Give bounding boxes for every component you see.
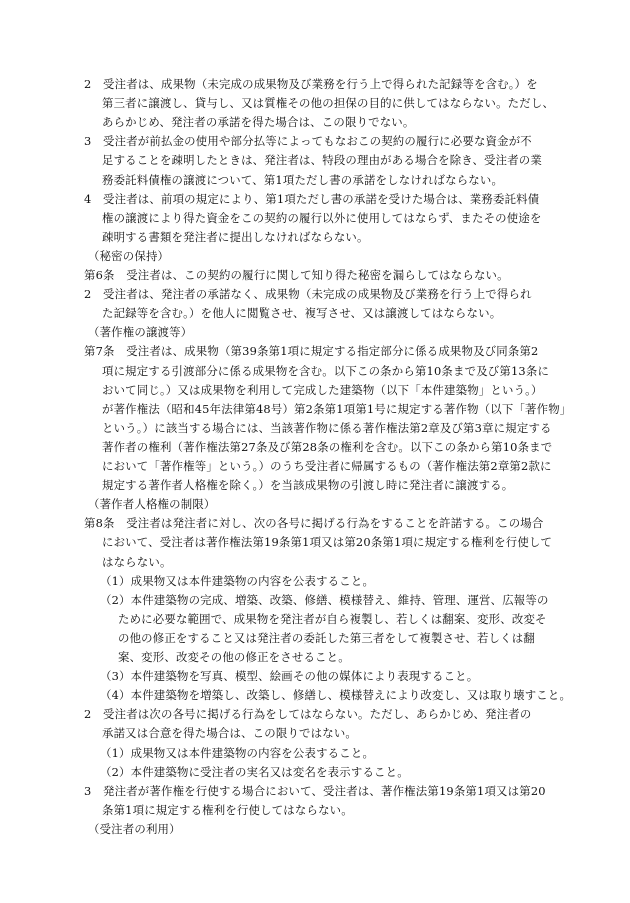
text-line: （受注者の利用） (88, 821, 181, 836)
text-line: 第三者に譲渡し、貸与し、又は質権その他の担保の目的に供してはならない。ただし、 (102, 96, 555, 111)
text-line: 承諾又は合意を得た場合は、この限りではない。 (102, 726, 357, 741)
text-line: 3 受注者が前払金の使用や部分払等によってもなおこの契約の履行に必要な資金が不 (84, 134, 532, 149)
text-line: 項に規定する引渡部分に係る成果物を含む。以下この条から第10条まで及び第13条に (102, 363, 550, 378)
text-line: た記録等を含む。）を他人に閲覧させ、複写させ、又は譲渡してはならない。 (102, 306, 502, 321)
text-line: ために必要な範囲で、成果物を発注者が自ら複製し、若しくは翻案、変形、改変そ (118, 611, 547, 626)
text-line: 第8条 受注者は発注者に対し、次の各号に掲げる行為をすることを許諾する。この場合 (84, 516, 544, 531)
text-line: 疎明する書類を発注者に提出しなければならない。 (102, 229, 369, 244)
text-line: （1）成果物又は本件建築物の内容を公表すること。 (100, 573, 375, 588)
text-line: はならない。 (102, 554, 172, 569)
text-line: 権の譲渡により得た資金をこの契約の履行以外に使用してはならず、またその使途を (102, 210, 542, 225)
text-line: （2）本件建築物に受注者の実名又は変名を表示すること。 (100, 764, 409, 779)
text-line: 2 受注者は、成果物（未完成の成果物及び業務を行う上で得られた記録等を含む。）を (84, 77, 538, 91)
text-line: 4 受注者は、前項の規定により、第1項ただし書の承諾を受けた場合は、業務委託料債 (84, 191, 540, 206)
text-line: （著作権の譲渡等） (88, 325, 193, 340)
text-line: が著作権法（昭和45年法律第48号）第2条第1項第1号に規定する著作物（以下「著作物」 (102, 401, 572, 416)
text-line: （著作者人格権の制限） (88, 497, 216, 512)
text-line: （2）本件建築物の完成、増築、改築、修繕、模様替え、維持、管理、運営、広報等の (100, 592, 549, 607)
text-line: 3 発注者が著作権を行使する場合において、受注者は、著作権法第19条第1項又は第20 (84, 783, 546, 798)
text-line: 著作者の権利（著作権法第27条及び第28条の権利を含む。以下この条から第10条まで (102, 439, 553, 454)
text-line: （1）成果物又は本件建築物の内容を公表すること。 (100, 745, 375, 760)
text-line: の他の修正をすること又は発注者の委託した第三者をして複製させ、若しくは翻 (118, 630, 535, 645)
text-line: 規定する著作者人格権を除く。）を当該成果物の引渡し時に発注者に譲渡する。 (102, 478, 514, 493)
text-line: という。）に該当する場合には、当該著作物に係る著作権法第2章及び第3章に規定する (102, 420, 552, 435)
text-line: 2 受注者は次の各号に掲げる行為をしてはならない。ただし、あらかじめ、発注者の (84, 707, 532, 722)
text-line: 第6条 受注者は、この契約の履行に関して知り得た秘密を漏らしてはならない。 (84, 268, 509, 282)
text-line: おいて同じ。）又は成果物を利用して完成した建築物（以下「本件建築物」という。） (102, 382, 543, 397)
text-line: あらかじめ、発注者の承諾を得た場合は、この限りでない。 (102, 115, 415, 130)
text-line: （3）本件建築物を写真、模型、絵画その他の媒体により表現すること。 (100, 669, 479, 684)
text-line: 条第1項に規定する権利を行使してはならない。 (102, 802, 353, 817)
text-line: において、受注者は著作権法第19条第1項又は第20条第1項に規定する権利を行使して (102, 535, 553, 550)
text-line: （4）本件建築物を増築し、改築し、修繕し、模様替えにより改変し、又は取り壊すこと。 (100, 688, 572, 703)
text-line: において「著作権等」という。）のうち受注者に帰属するもの（著作権法第2章第2款に (102, 459, 552, 473)
text-line: 案、変形、改変その他の修正をさせること。 (118, 650, 350, 664)
text-line: 2 受注者は、発注者の承諾なく、成果物（未完成の成果物及び業務を行う上で得られ (84, 287, 532, 302)
text-line: 第7条 受注者は、成果物（第39条第1項に規定する指定部分に係る成果物及び同条第2 (84, 344, 539, 359)
text-line: 足することを疎明したときは、発注者は、特段の理由がある場合を除き、受注者の業 (102, 153, 542, 168)
text-line: （秘密の保持） (88, 248, 170, 263)
text-line: 務委託料債権の譲渡について、第1項ただし書の承諾をしなければならない。 (102, 172, 504, 187)
